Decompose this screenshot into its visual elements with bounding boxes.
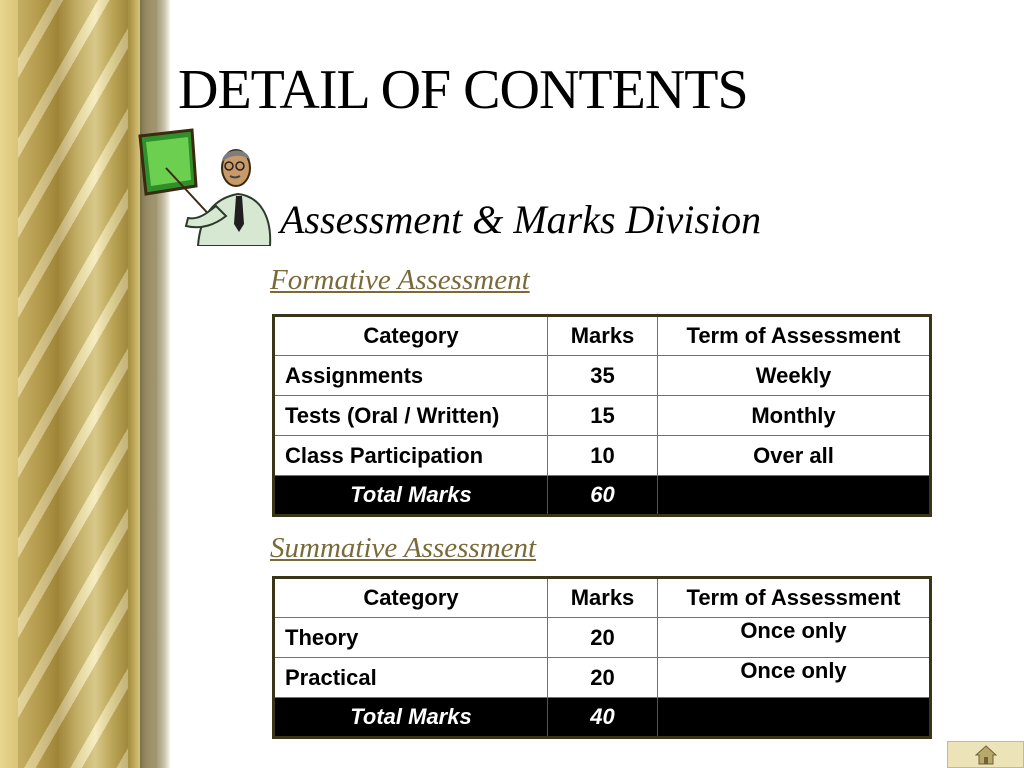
teacher-pointing-board-icon <box>136 128 276 246</box>
formative-table <box>272 314 932 517</box>
header-marks: Marks <box>548 316 658 356</box>
header-marks: Marks <box>548 578 658 618</box>
summative-table <box>272 576 932 739</box>
total-marks: 40 <box>548 698 658 738</box>
table-header-row <box>274 578 931 618</box>
term-cell: Once only <box>658 618 931 658</box>
category-cell: Tests (Oral / Written) <box>274 396 548 436</box>
table-row <box>274 436 931 476</box>
term-cell: Weekly <box>658 356 931 396</box>
category-cell: Theory <box>274 618 548 658</box>
table-header-row <box>274 316 931 356</box>
marks-cell: 10 <box>548 436 658 476</box>
table-row <box>274 356 931 396</box>
table-row <box>274 658 931 698</box>
marks-cell: 20 <box>548 658 658 698</box>
term-cell: Once only <box>658 658 931 698</box>
term-cell: Monthly <box>658 396 931 436</box>
total-label: Total Marks <box>274 698 548 738</box>
category-cell: Practical <box>274 658 548 698</box>
slide-title: DETAIL OF CONTENTS <box>178 59 748 121</box>
header-term: Term of Assessment <box>658 578 931 618</box>
marks-cell: 20 <box>548 618 658 658</box>
header-term: Term of Assessment <box>658 316 931 356</box>
marks-cell: 15 <box>548 396 658 436</box>
home-icon <box>975 745 997 765</box>
table-row <box>274 396 931 436</box>
header-category: Category <box>274 316 548 356</box>
home-button[interactable] <box>947 741 1024 768</box>
total-row <box>274 698 931 738</box>
total-marks: 60 <box>548 476 658 516</box>
total-term <box>658 698 931 738</box>
marks-cell: 35 <box>548 356 658 396</box>
header-category: Category <box>274 578 548 618</box>
formative-heading: Formative Assessment <box>270 264 530 296</box>
table-row <box>274 618 931 658</box>
total-term <box>658 476 931 516</box>
section-subtitle: Assessment & Marks Division <box>280 197 762 242</box>
summative-heading: Summative Assessment <box>270 532 537 564</box>
curtain-background <box>0 0 170 768</box>
category-cell: Assignments <box>274 356 548 396</box>
total-row <box>274 476 931 516</box>
term-cell: Over all <box>658 436 931 476</box>
total-label: Total Marks <box>274 476 548 516</box>
category-cell: Class Participation <box>274 436 548 476</box>
